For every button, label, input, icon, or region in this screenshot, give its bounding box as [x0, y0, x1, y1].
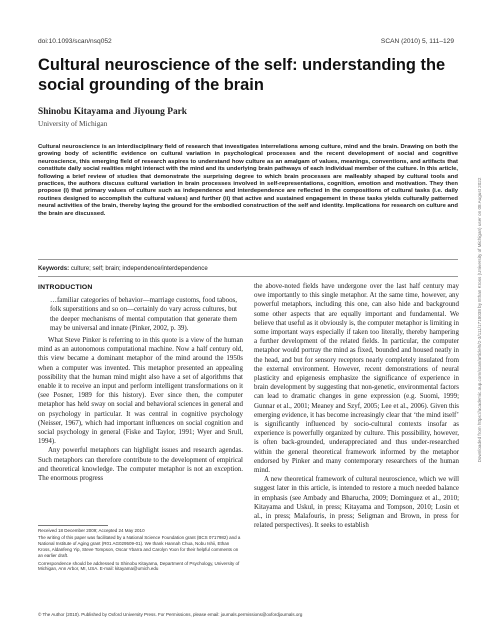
keywords-list: culture; self; brain; independence/interdependence: [70, 265, 208, 272]
footnote-divider: [38, 525, 108, 526]
author-affiliation: University of Michigan: [38, 119, 108, 128]
footnotes: [38, 528, 243, 574]
keywords-label: Keywords:: [38, 265, 70, 272]
body-paragraph: A new theoretical framework of cultural neuroscience, which we will suggest later in this article, is intended to restore a much needed balance in emphasis (see Ambady and Bharucha, 2009; Dominguez et al., 2010; Kitayama and Uskul, in press; Kitayama and Tompson, 2010; Losin et al., in press; Malafouris, in press; Seligman and Brown, in press for related perspectives). It seeks to establish: [254, 475, 459, 530]
received-note: Received 18 December 2009; Accepted 24 May 2010: [38, 528, 145, 533]
article-authors: Shinobu Kitayama and Jiyoung Park: [38, 107, 188, 117]
article-title: Cultural neuroscience of the self: understanding the social grounding of the brain: [38, 56, 446, 94]
body-paragraph: What Steve Pinker is referring to in this quote is a view of the human mind as an autonomous computational machine. Now a half century old, this view became a dominant metaphor of the mind around the 1950s when a computer was invented. This metaphor presented an appealing possibility that the human mind might also have a set of algorithms that enable it to receive an input and perform intelligent transformations on it (see Posner, 1989 for this history). Ever since then, the computer metaphor has held sway on social and behavioral sciences in general and on psychology in particular. It was central in cognitive psychology (Neisser, 1967), which had important influences on social cognition and social psychology in general (Fiske and Taylor, 1991; Wyer and Srull, 1994).: [38, 336, 243, 446]
divider-top: [38, 259, 458, 260]
funding-note: The writing of this paper was facilitated by a National Science Foundation grant (BCS 0717982) and a National Institute of Aging grant (R01 AG029509-01). We thank Hannah Chua, Nobu Ishii, Ethan Kross, Aldanfeng Yip, Steve Tompson, Oscar Ybarra and Carolyn Yoon for their helpful comments on an earlier draft.: [38, 535, 241, 559]
body-paragraph: Any powerful metaphors can highlight issues and research agendas. Such metaphors can therefore contribute to the development of empirical and theoretical knowledge. The computer metaphor is not an exception. The enormous progress: [38, 446, 243, 483]
body-paragraph: the above-noted fields have undergone over the last half century may owe importantly to this single metaphor. At the same time, however, any powerful metaphors, including this one, can also hide and background some other aspects that are equally important and fundamental. We believe that useful as it obviously is, the computer metaphor is limiting in some important ways especially if taken too literally, thereby hampering a further development of the related fields. In particular, the computer metaphor would portray the mind as fixed, bounded and housed neatly in the head, and but for sensory receptors nearly completely insulated from the external environment. However, recent demonstrations of neural plasticity and epigenesis emphasize the significance of experience in brain development by suggesting that non-genetic, environmental factors can lead to dramatic changes in gene expression (e.g. Suomi, 1999; Gunnar et al., 2001; Meaney and Szyf, 2005; Lee et al., 2006). Given this emerging evidence, it has become increasingly clear that ‘the mind itself’ is significantly influenced by socio-cultural contexts insofar as experience is powerfully organized by culture. This possibility, however, is often back-grounded, underappreciated and thus under-researched within the general theoretical framework informed by the metaphor endorsed by Pinker and many contemporary researchers of the human mind.: [254, 282, 459, 475]
opening-quote: …familiar categories of behavior—marriage customs, food taboos, folk superstitions and so on—certainly do vary across cultures, but the deeper mechanisms of mental computation that generate them may be universal and innate (Pinker, 2002, p. 39).: [50, 296, 237, 332]
download-watermark: [477, 110, 486, 530]
abstract: Cultural neuroscience is an interdisciplinary field of research that investigates interrelations among culture, mind and the brain. Drawing on both the growing body of scientific evidence on cultural variation in psychological processes and the recent development of social and cognitive neuroscience, this emerging field of research aspires to understand how culture as an amalgam of values, meanings, conventions, and artifacts that constitute daily social realities might interact with the mind and its underlying brain pathways of each individual member of the culture. In this article, following a brief review of studies that demonstrate the surprising degree to which brain processes are malleably shaped by cultural tools and practices, the authors discuss cultural variation in brain processes involved in self-representations, cognition, emotion and motivation. They then propose (i) that primary values of culture such as independence and interdependence are reflected in the compositions of cultural tasks (i.e. daily routines designed to accomplish the cultural values) and further (ii) that active and sustained engagement in these tasks yields culturally patterned neural activities of the brain, thereby laying the ground for the embodied construction of the self and identity. Implications for research on culture and the brain are discussed.: [38, 144, 458, 217]
doi-header[interactable]: doi:10.1093/scan/nsq052: [38, 38, 112, 45]
keywords-line: [38, 265, 208, 272]
right-column: [254, 282, 459, 530]
download-note: Downloaded from https://academic.oup.com/scan/article/5/2-3/111/1718038 by Ethan Kross (University of Michigan) user on 08 August 2022: [477, 177, 482, 463]
copyright-footer: © The Author (2010). Published by Oxford University Press. For Permissions, please email: journals.permissions@oxfordjournals.org: [38, 612, 303, 617]
left-column: [38, 282, 243, 483]
correspondence-note: Correspondence should be addressed to Shinobu Kitayama, Department of Psychology, University of Michigan, Ann Arbor, MI, USA. E-mail: kitayama@umich.edu: [38, 560, 240, 572]
section-heading-introduction: INTRODUCTION: [38, 284, 93, 291]
divider-bottom: [38, 276, 458, 277]
journal-reference: SCAN (2010) 5, 111–129: [380, 38, 454, 45]
